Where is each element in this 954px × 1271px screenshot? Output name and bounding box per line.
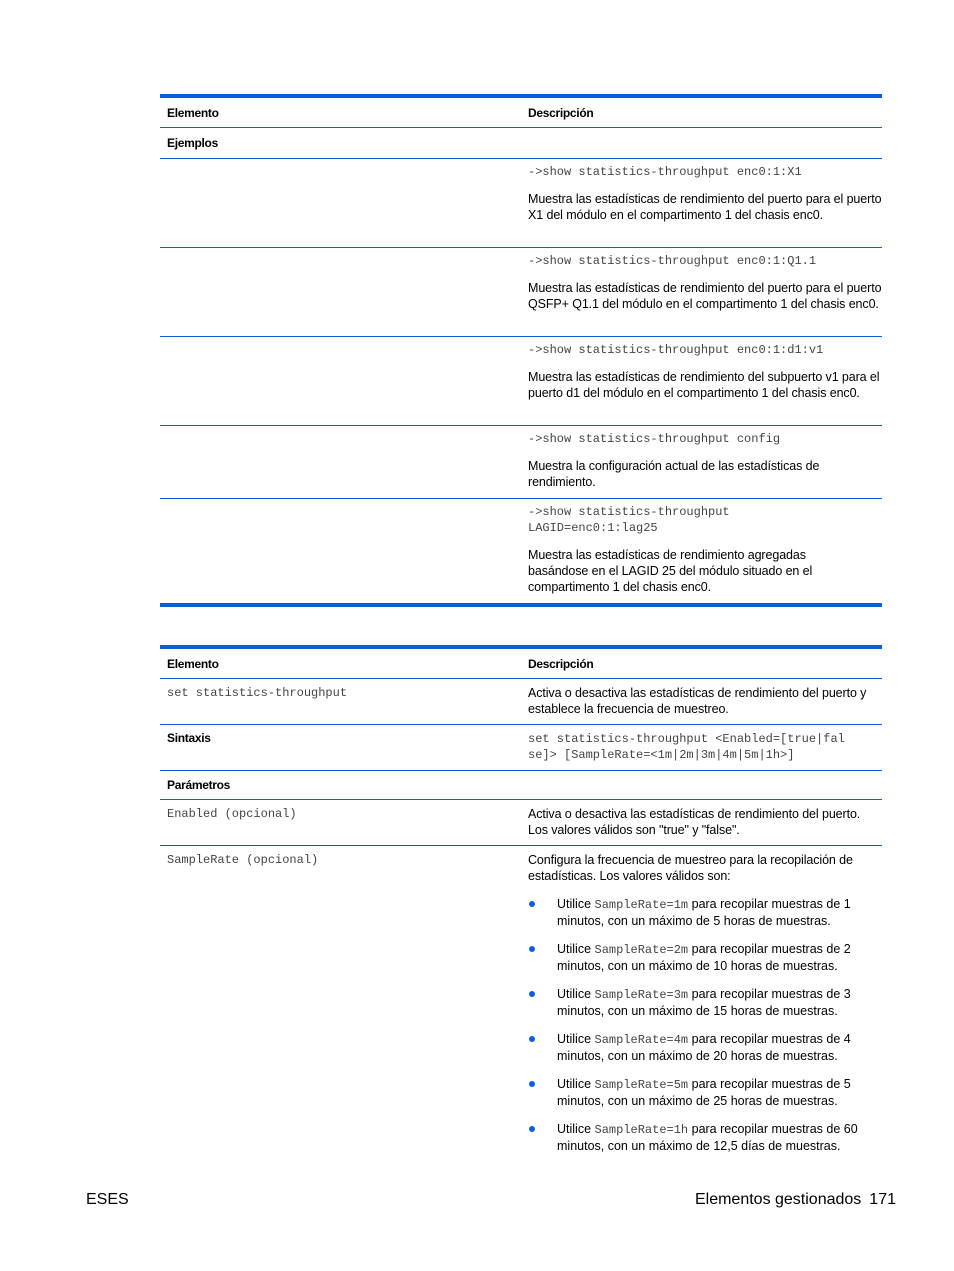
example-description: Muestra las estadísticas de rendimiento agregadas basándose en el LAGID 25 del módulo situado en el compartimento 1 del chasis enc0. bbox=[528, 548, 813, 594]
samplerate-values-list bbox=[528, 896, 882, 1154]
bullet-icon bbox=[529, 901, 535, 907]
example-command: ->show statistics-throughput enc0:1:X1 bbox=[528, 165, 802, 179]
command-row bbox=[160, 679, 882, 725]
example-row bbox=[160, 248, 882, 337]
parameters-label: Parámetros bbox=[167, 778, 231, 792]
command-table bbox=[160, 645, 882, 1154]
bullet-icon bbox=[529, 1036, 535, 1042]
table-header-row bbox=[160, 649, 882, 679]
bullet-icon bbox=[529, 991, 535, 997]
bullet-icon bbox=[529, 1126, 535, 1132]
example-command: ->show statistics-throughput enc0:1:Q1.1 bbox=[528, 254, 817, 268]
section-label: Ejemplos bbox=[167, 136, 218, 150]
command-description: Activa o desactiva las estadísticas de rendimiento del puerto y establece la frecuencia de muestreo. bbox=[528, 686, 867, 716]
example-row bbox=[160, 159, 882, 248]
bullet-icon bbox=[529, 946, 535, 952]
footer-language: ESES bbox=[86, 1191, 129, 1208]
example-description: Muestra las estadísticas de rendimiento del subpuerto v1 para el puerto d1 del módulo en el compartimento 1 del chasis enc0. bbox=[528, 370, 880, 400]
bullet-icon bbox=[529, 1081, 535, 1087]
header-descripcion: Descripción bbox=[528, 105, 594, 120]
example-description: Muestra la configuración actual de las estadísticas de rendimiento. bbox=[528, 459, 820, 489]
syntax-label: Sintaxis bbox=[167, 731, 211, 745]
examples-table bbox=[160, 94, 882, 607]
list-item: Utilice SampleRate=1h para recopilar muestras de 60 minutos, con un máximo de 12,5 días de muestras. bbox=[528, 1121, 882, 1154]
param-row-samplerate bbox=[160, 846, 882, 1154]
param-row-enabled bbox=[160, 800, 882, 846]
command-name: set statistics-throughput bbox=[167, 686, 348, 700]
example-description: Muestra las estadísticas de rendimiento del puerto para el puerto QSFP+ Q1.1 del módulo en el compartimento 1 del chasis enc0. bbox=[528, 281, 882, 311]
example-command: ->show statistics-throughput enc0:1:d1:v1 bbox=[528, 343, 824, 357]
header-elemento: Elemento bbox=[167, 656, 219, 671]
example-description: Muestra las estadísticas de rendimiento del puerto para el puerto X1 del módulo en el compartimento 1 del chasis enc0. bbox=[528, 192, 882, 222]
example-row bbox=[160, 426, 882, 499]
example-command: ->show statistics-throughput LAGID=enc0:1:lag25 bbox=[528, 505, 730, 535]
section-row-ejemplos bbox=[160, 128, 882, 159]
header-elemento: Elemento bbox=[167, 105, 219, 120]
list-item: Utilice SampleRate=5m para recopilar muestras de 5 minutos, con un máximo de 25 horas de muestras. bbox=[528, 1076, 882, 1109]
example-row bbox=[160, 499, 882, 603]
param-name: Enabled (opcional) bbox=[167, 807, 297, 821]
parameters-row bbox=[160, 771, 882, 800]
footer-section bbox=[695, 1191, 896, 1209]
example-command: ->show statistics-throughput config bbox=[528, 432, 781, 446]
syntax-row bbox=[160, 725, 882, 771]
footer-section-title: Elementos gestionados bbox=[694, 1191, 862, 1208]
param-description: Activa o desactiva las estadísticas de rendimiento del puerto. Los valores válidos son "true" y "false". bbox=[528, 807, 861, 837]
syntax-value: set statistics-throughput <Enabled=[true|false]> [SampleRate=<1m|2m|3m|4m|5m|1h>] bbox=[528, 732, 845, 762]
page-number: 171 bbox=[869, 1191, 896, 1208]
example-row bbox=[160, 337, 882, 426]
list-item: Utilice SampleRate=2m para recopilar muestras de 2 minutos, con un máximo de 10 horas de muestras. bbox=[528, 941, 882, 974]
list-item: Utilice SampleRate=4m para recopilar muestras de 4 minutos, con un máximo de 20 horas de muestras. bbox=[528, 1031, 882, 1064]
header-descripcion: Descripción bbox=[528, 656, 594, 671]
list-item: Utilice SampleRate=1m para recopilar muestras de 1 minutos, con un máximo de 5 horas de muestras. bbox=[528, 896, 882, 929]
param-description: Configura la frecuencia de muestreo para la recopilación de estadísticas. Los valores válidos son: bbox=[528, 853, 853, 883]
table-header-row bbox=[160, 98, 882, 128]
table-bottom-rule bbox=[160, 603, 882, 607]
param-name: SampleRate (opcional) bbox=[167, 853, 319, 867]
list-item: Utilice SampleRate=3m para recopilar muestras de 3 minutos, con un máximo de 15 horas de muestras. bbox=[528, 986, 882, 1019]
